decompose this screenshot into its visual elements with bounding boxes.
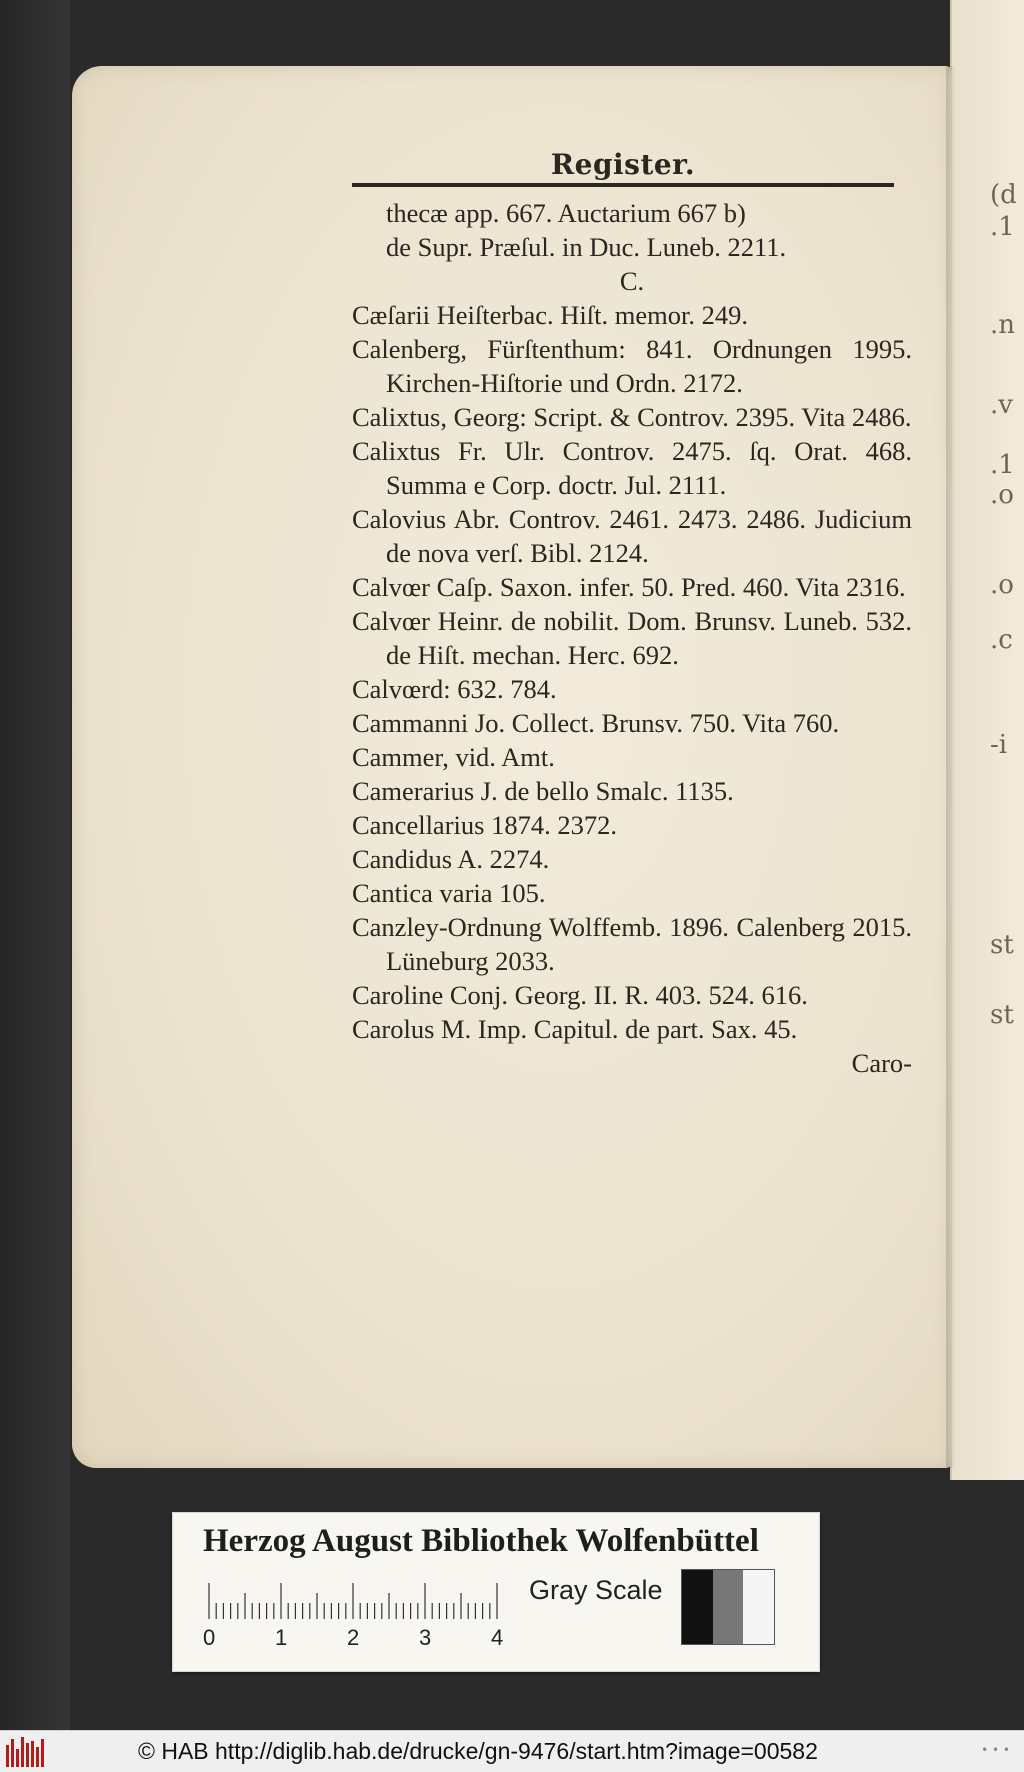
register-entry: C.: [619, 266, 645, 296]
ruler-label: 4: [491, 1625, 504, 1650]
ruler-label: 3: [419, 1625, 432, 1650]
hab-logo-icon: [6, 1737, 50, 1767]
page-gutter-shadow: [946, 66, 956, 1468]
ruler-scale: [205, 1579, 505, 1619]
adjacent-page-fragment: .c: [990, 625, 1013, 655]
scan-background: [0, 0, 70, 1730]
register-entry: Calvœrd: 632. 784.: [352, 674, 557, 704]
register-entry: Candidus A. 2274.: [352, 844, 550, 874]
adjacent-page-fragment: .o: [990, 480, 1014, 510]
register-entry: Cammanni Jo. Collect. Brunsv. 750. Vita 760.: [352, 708, 840, 738]
register-entry: Cæſarii Heiſterbac. Hiſt. memor. 249.: [352, 300, 748, 330]
adjacent-page-fragment: .1: [990, 212, 1015, 242]
register-entry: Calixtus, Georg: Script. & Controv. 2395. Vita 2486.: [352, 402, 912, 432]
adjacent-page-fragment: .n: [990, 310, 1016, 340]
grayscale-step: [682, 1570, 713, 1644]
footer-bar: [0, 1730, 1024, 1772]
adjacent-page-fragment: st: [990, 1000, 1014, 1030]
adjacent-page-fragment: -i: [990, 730, 1008, 760]
adjacent-page-fragment: .v: [990, 390, 1013, 420]
register-entry: Caro-: [851, 1048, 912, 1078]
grayscale-swatch: [681, 1569, 775, 1645]
logo-bar: [6, 1745, 9, 1767]
logo-bar: [11, 1739, 14, 1767]
running-header: [352, 148, 894, 187]
ruler-label: 2: [347, 1625, 360, 1650]
register-entry: Camerarius J. de bello Smalc. 1135.: [352, 776, 734, 806]
grayscale-step: [743, 1570, 774, 1644]
grayscale-step: [713, 1570, 744, 1644]
adjacent-page-fragment: .o: [990, 570, 1014, 600]
register-entry: Canzley-Ordnung Wolffemb. 1896. Calenberg 2015. Lüneburg 2033.: [352, 912, 912, 976]
adjacent-page-fragment: .1: [990, 450, 1015, 480]
logo-bar: [41, 1739, 44, 1767]
register-entry: Calixtus Fr. Ulr. Controv. 2475. ſq. Orat. 468. Summa e Corp. doctr. Jul. 2111.: [352, 436, 912, 500]
library-name: Herzog August Bibliothek Wolfenbüttel: [203, 1523, 759, 1559]
register-entry: Calvœr Caſp. Saxon. infer. 50. Pred. 460. Vita 2316.: [352, 572, 906, 602]
adjacent-page-fragment: st: [990, 930, 1014, 960]
library-reference-card: [172, 1512, 820, 1672]
logo-bar: [31, 1741, 34, 1767]
logo-bar: [21, 1737, 24, 1767]
ruler-label: 0: [203, 1625, 216, 1650]
logo-bar: [16, 1749, 19, 1767]
ruler-label: 1: [275, 1625, 288, 1650]
footer-copyright-url[interactable]: © HAB http://diglib.hab.de/drucke/gn-9476/start.htm?image=00582: [138, 1738, 818, 1764]
register-entry: Cammer, vid. Amt.: [352, 742, 555, 772]
adjacent-page-fragment: (d: [990, 180, 1017, 210]
page-header-title: Register.: [550, 148, 696, 181]
grayscale-label: Gray Scale: [529, 1575, 663, 1605]
register-entry: Calovius Abr. Controv. 2461. 2473. 2486. Judicium de nova verſ. Bibl. 2124.: [352, 504, 912, 568]
adjacent-page-edge: [950, 0, 1024, 1480]
register-entry: Cantica varia 105.: [352, 878, 546, 908]
register-entry: thecæ app. 667. Auctarium 667 b): [386, 198, 746, 228]
register-entry: Caroline Conj. Georg. II. R. 403. 524. 616.: [352, 980, 808, 1010]
register-entry: Calvœr Heinr. de nobilit. Dom. Brunsv. Luneb. 532. de Hiſt. mechan. Herc. 692.: [352, 606, 912, 670]
register-index-list: [352, 196, 912, 1080]
register-entry: de Supr. Præſul. in Duc. Luneb. 2211.: [386, 232, 787, 262]
logo-bar: [26, 1743, 29, 1767]
logo-bar: [36, 1747, 39, 1767]
register-entry: Calenberg, Fürſtenthum: 841. Ordnungen 1995. Kirchen-Hiſtorie und Ordn. 2172.: [352, 334, 912, 398]
register-entry: Cancellarius 1874. 2372.: [352, 810, 617, 840]
register-entry: Carolus M. Imp. Capitul. de part. Sax. 45.: [352, 1014, 798, 1044]
footer-dots-icon: • • •: [981, 1743, 1010, 1757]
